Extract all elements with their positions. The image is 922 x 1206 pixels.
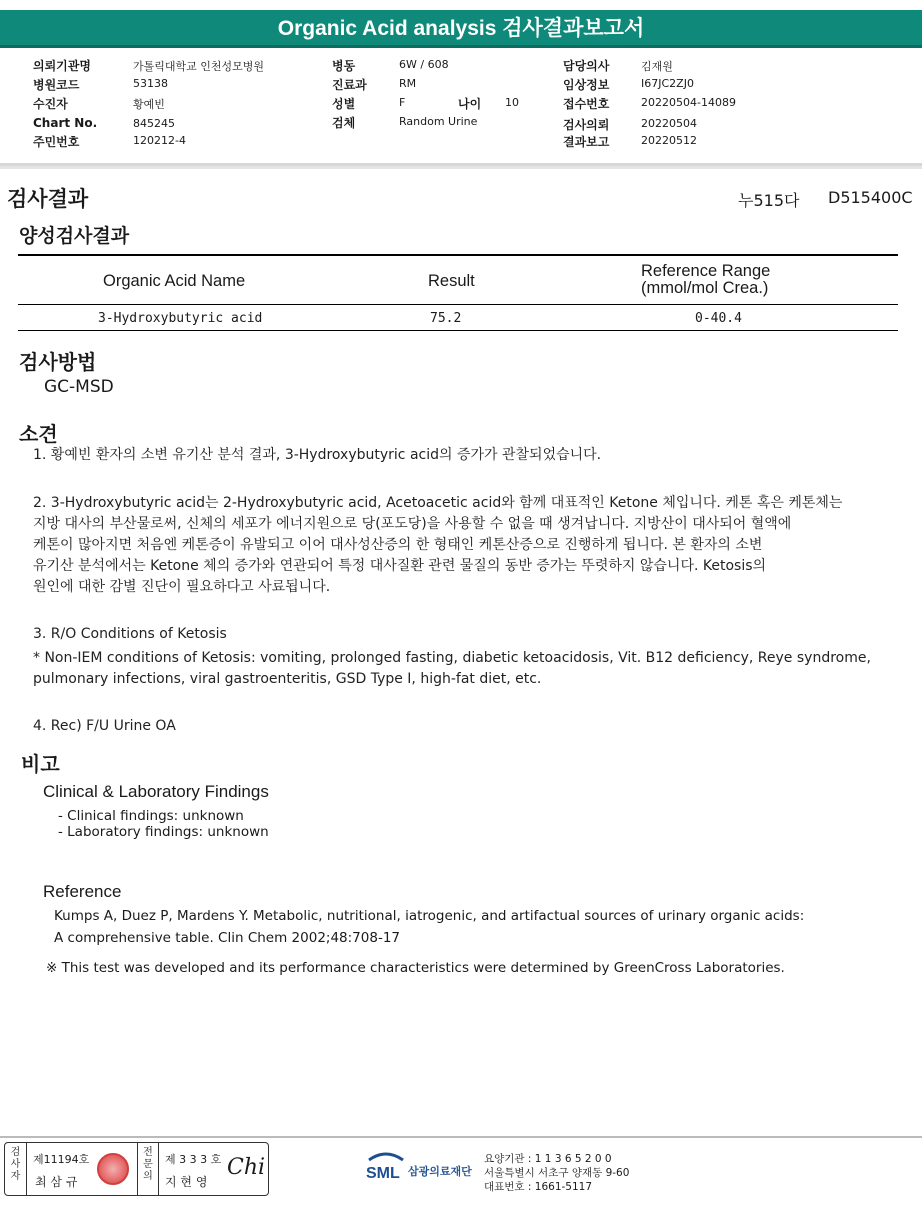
info-value: I67JC2ZJ0 xyxy=(641,77,694,90)
clinical-item: - Clinical findings: unknown xyxy=(58,808,244,824)
table-rule xyxy=(18,304,898,305)
lab-info-line: 대표번호 : 1661-5117 xyxy=(484,1181,593,1193)
sign-label-2-text: 전문의 xyxy=(143,1147,153,1182)
col-header-result: Result xyxy=(428,272,475,290)
sign-label-1-text: 검사자 xyxy=(10,1147,21,1182)
col-header-name: Organic Acid Name xyxy=(103,272,246,290)
method-value: GC-MSD xyxy=(44,377,114,397)
method-heading: 검사방법 xyxy=(19,350,97,374)
table-rule xyxy=(18,254,898,256)
sign-label-2 xyxy=(137,1143,159,1195)
opinion-p2 xyxy=(33,493,903,598)
code-a: 누515다 xyxy=(738,191,800,210)
disclaimer-note: ※ This test was developed and its performance characteristics were determined by GreenCross Laboratories. xyxy=(46,960,785,976)
info-label: 임상정보 xyxy=(563,78,610,92)
sign-license-2: 제 3 3 3 호 xyxy=(165,1153,222,1166)
reference-title: Reference xyxy=(43,882,122,901)
results-heading: 검사결과 xyxy=(7,187,89,211)
positive-heading: 양성검사결과 xyxy=(19,225,130,247)
info-label: 결과보고 xyxy=(563,135,610,149)
opinion-p2-line: 지방 대사의 부산물로써, 신체의 세포가 에너지원으로 당(포도당)을 사용할 수 없을 때 생겨납니다. 지방산이 대사되어 혈액에 xyxy=(33,516,792,532)
range-header-line2: (mmol/mol Crea.) xyxy=(641,279,769,297)
info-label: 진료과 xyxy=(332,78,367,92)
table-rule xyxy=(18,330,898,331)
opinion-p3-line: * Non-IEM conditions of Ketosis: vomiting, prolonged fasting, diabetic ketoacidosis, Vit. B12 deficiency, Reye syndrome, xyxy=(33,650,871,666)
patient-info xyxy=(0,54,922,166)
age-value: 10 xyxy=(505,96,519,109)
opinion-p2-line: 유기산 분석에서는 Ketone 체의 증가와 연관되어 특정 대사질환 관련 물질의 동반 증가는 뚜렷하지 않습니다. Ketosis의 xyxy=(33,558,767,574)
opinion-p3 xyxy=(33,648,903,690)
divider xyxy=(0,166,922,169)
sign-license-1: 제11194호 xyxy=(33,1153,90,1166)
info-label: 검사의뢰 xyxy=(563,118,610,132)
reference-line: A comprehensive table. Clin Chem 2002;48:708-17 xyxy=(54,930,401,946)
opinion-p2-line: 케톤이 많아지면 처음엔 케톤증이 유발되고 이어 대사성산증의 한 형태인 케톤산증으로 진행하게 됩니다. 본 환자의 소변 xyxy=(33,537,763,553)
info-value: 120212-4 xyxy=(133,134,186,147)
signature-box xyxy=(4,1142,269,1196)
info-label: 병원코드 xyxy=(33,78,80,92)
info-value: 53138 xyxy=(133,77,168,90)
remarks-heading: 비고 xyxy=(21,752,60,776)
info-label: 접수번호 xyxy=(563,97,610,111)
opinion-p4: 4. Rec) F/U Urine OA xyxy=(33,718,176,734)
info-label: 검체 xyxy=(332,116,356,130)
info-value: RM xyxy=(399,77,417,90)
seal-stamp-icon xyxy=(97,1153,129,1185)
range-header-line1: Reference Range xyxy=(641,262,771,280)
info-label: Chart No. xyxy=(33,116,98,130)
age-label: 나이 xyxy=(458,97,482,111)
info-label: 병동 xyxy=(332,59,356,73)
lab-info-line: 서울특별시 서초구 양재동 9-60 xyxy=(484,1167,630,1179)
info-value: F xyxy=(399,96,406,109)
opinion-p3-line: pulmonary infections, viral gastroenteritis, GSD Type I, high-fat diet, etc. xyxy=(33,671,542,687)
col-header-range xyxy=(641,263,770,297)
info-label: 의뢰기관명 xyxy=(33,59,91,73)
lab-info-line: 요양기관 : 1 1 3 6 5 2 0 0 xyxy=(484,1153,612,1165)
opinion-p2-line: 2. 3-Hydroxybutyric acid는 2-Hydroxybutyric acid, Acetoacetic acid와 함께 대표적인 Ketone 체입니다. 케톤 혹은 케톤체는 xyxy=(33,495,843,511)
sign-name-2: 지 현 영 xyxy=(165,1175,208,1189)
info-label: 주민번호 xyxy=(33,135,80,149)
footer-divider xyxy=(0,1136,922,1138)
info-value: 황예빈 xyxy=(133,98,165,111)
info-value: 20220504 xyxy=(641,117,697,130)
info-label: 담당의사 xyxy=(563,59,610,73)
reference-line: Kumps A, Duez P, Mardens Y. Metabolic, nutritional, iatrogenic, and artifactual sources of urinary organic acids: xyxy=(54,908,805,924)
info-value: 가톨릭대학교 인천성모병원 xyxy=(133,60,265,73)
table-cell-range: 0-40.4 xyxy=(695,311,742,326)
opinion-heading: 소견 xyxy=(19,422,58,446)
info-value: 6W / 608 xyxy=(399,58,449,71)
info-label: 수진자 xyxy=(33,97,68,111)
info-value: 20220504-14089 xyxy=(641,96,736,109)
signature: Chi xyxy=(227,1155,266,1180)
clinical-item: - Laboratory findings: unknown xyxy=(58,824,269,840)
logo-text: SML xyxy=(366,1165,400,1182)
sign-name-1: 최 삼 규 xyxy=(35,1175,78,1189)
opinion-p2-line: 원인에 대한 감별 진단이 필요하다고 사료됩니다. xyxy=(33,579,331,595)
info-value: 20220512 xyxy=(641,134,697,147)
table-cell-name: 3-Hydroxybutyric acid xyxy=(98,311,263,326)
code-b: D515400C xyxy=(828,188,913,207)
sml-logo-icon xyxy=(365,1150,407,1186)
info-label: 성별 xyxy=(332,97,356,111)
sign-label-1 xyxy=(5,1143,27,1195)
info-value: 845245 xyxy=(133,117,175,130)
table-cell-result: 75.2 xyxy=(430,311,462,326)
report-title: Organic Acid analysis 검사결과보고서 xyxy=(0,10,922,48)
org-name: 삼광의료재단 xyxy=(408,1165,472,1178)
info-value: 김재원 xyxy=(641,60,673,73)
clinical-title: Clinical & Laboratory Findings xyxy=(43,782,269,801)
opinion-p3-title: 3. R/O Conditions of Ketosis xyxy=(33,626,227,642)
info-value: Random Urine xyxy=(399,115,478,128)
opinion-p1: 1. 황예빈 환자의 소변 유기산 분석 결과, 3-Hydroxybutyric acid의 증가가 관찰되었습니다. xyxy=(33,447,602,463)
